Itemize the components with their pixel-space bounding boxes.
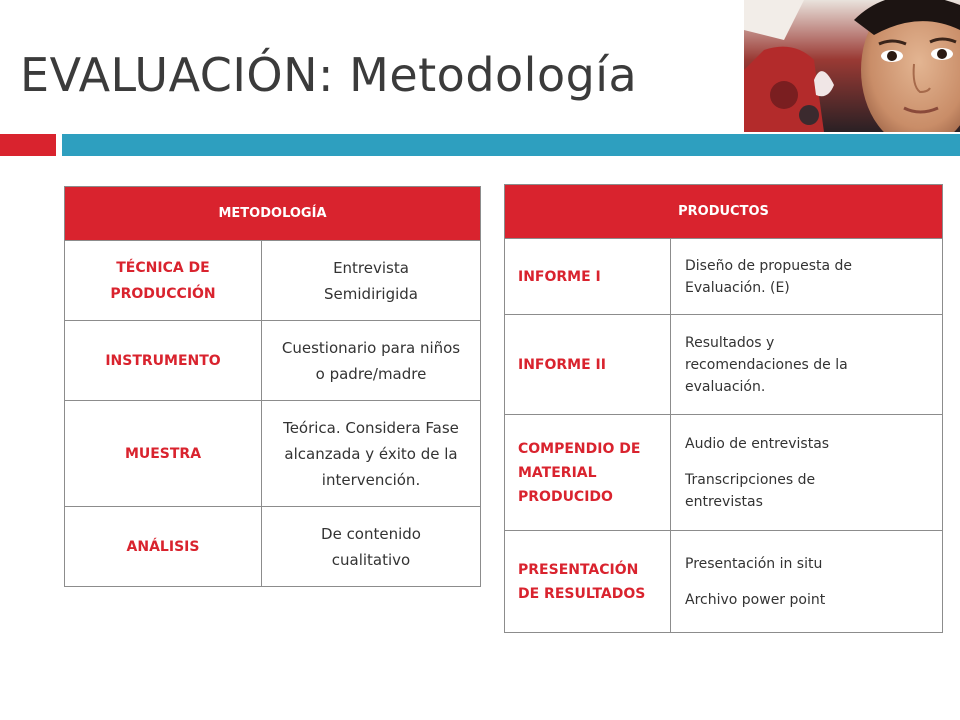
row-label: ANÁLISIS: [65, 507, 262, 587]
row-value-line: Transcripciones de entrevistas: [685, 471, 816, 510]
child-photo: [744, 0, 960, 132]
row-value: [671, 415, 943, 531]
table-row: [65, 241, 481, 321]
metodologia-header-row: [65, 187, 481, 241]
productos-header: PRODUCTOS: [505, 185, 943, 239]
line-gap: [685, 455, 892, 469]
child-photo-image: [744, 0, 960, 132]
table-row: [65, 321, 481, 401]
table-row: [505, 531, 943, 633]
row-value-line: Resultados y recomendaciones de la evaluación.: [685, 334, 848, 395]
row-value-line: Audio de entrevistas: [685, 435, 830, 452]
productos-table: [504, 184, 943, 633]
row-value-line: Presentación in situ: [685, 555, 823, 572]
row-value: [671, 315, 943, 415]
row-value: Cuestionario para niños o padre/madre: [262, 321, 481, 401]
row-label: INFORME I: [505, 239, 671, 315]
row-value: Teórica. Considera Fase alcanzada y éxito de la intervención.: [262, 401, 481, 507]
metodologia-table: [64, 186, 481, 587]
row-label: PRESENTACIÓN DE RESULTADOS: [505, 531, 671, 633]
table-row: [505, 415, 943, 531]
row-label: TÉCNICA DE PRODUCCIÓN: [65, 241, 262, 321]
row-value-line: Archivo power point: [685, 591, 826, 608]
table-row: [505, 239, 943, 315]
row-value: De contenido cualitativo: [262, 507, 481, 587]
row-value: [671, 531, 943, 633]
row-value: [671, 239, 943, 315]
metodologia-header: METODOLOGÍA: [65, 187, 481, 241]
row-value: Entrevista Semidirigida: [262, 241, 481, 321]
table-row: [65, 401, 481, 507]
row-value-line: Diseño de propuesta de Evaluación. (E): [685, 257, 853, 296]
slide-title: EVALUACIÓN: Metodología: [20, 48, 638, 102]
productos-header-row: [505, 185, 943, 239]
line-gap: [685, 575, 936, 589]
row-label: INSTRUMENTO: [65, 321, 262, 401]
accent-bar-blue: [62, 134, 960, 156]
row-label: INFORME II: [505, 315, 671, 415]
table-row: [65, 507, 481, 587]
table-row: [505, 315, 943, 415]
row-label: COMPENDIO DE MATERIAL PRODUCIDO: [505, 415, 671, 531]
accent-bar-red: [0, 134, 56, 156]
row-label: MUESTRA: [65, 401, 262, 507]
